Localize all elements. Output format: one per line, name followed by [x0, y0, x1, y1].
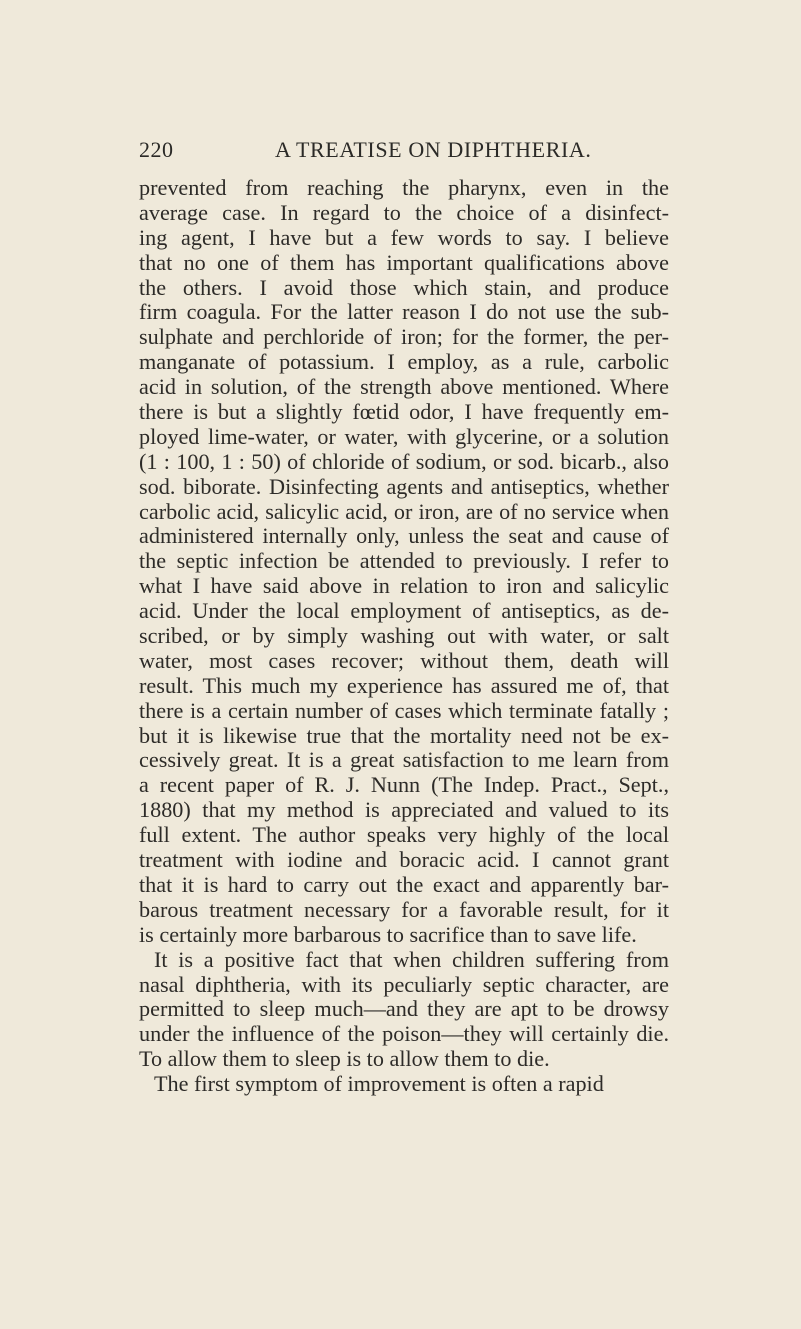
text-line: nasal diphtheria, with its peculiarly septic character, are — [139, 971, 669, 997]
text-line: but it is likewise true that the mortality need not be ex- — [139, 722, 669, 748]
text-line: the others. I avoid those which stain, and produce — [139, 274, 669, 300]
text-line: result. This much my experience has assured me of, that — [139, 672, 669, 698]
text-line: scribed, or by simply washing out with water, or salt — [139, 623, 669, 649]
text-line: ing agent, I have but a few words to say. I believe — [139, 224, 669, 250]
text-line: manganate of potassium. I employ, as a rule, carbolic — [139, 349, 669, 375]
text-line: barous treatment necessary for a favorable result, for it — [139, 896, 669, 922]
text-line: a recent paper of R. J. Nunn (The Indep. Pract., Sept., — [139, 772, 669, 798]
text-line: prevented from reaching the pharynx, even in the — [139, 175, 669, 200]
text-line: what I have said above in relation to iron and salicylic — [139, 573, 669, 599]
text-line: firm coagula. For the latter reason I do not use the sub- — [139, 299, 669, 325]
text-line: cessively great. It is a great satisfaction to me learn from — [139, 747, 669, 773]
text-line: full extent. The author speaks very highly of the local — [139, 822, 669, 848]
text-line: there is but a slightly fœtid odor, I have frequently em- — [139, 399, 669, 425]
text-line: water, most cases recover; without them, death will — [139, 647, 669, 673]
text-line: To allow them to sleep is to allow them to die. — [139, 1046, 550, 1072]
page-number: 220 — [139, 137, 174, 162]
text-line: acid in solution, of the strength above mentioned. Where — [139, 374, 669, 400]
text-line: sulphate and perchloride of iron; for the former, the per- — [139, 324, 669, 350]
text-line: (1 : 100, 1 : 50) of chloride of sodium, or sod. bicarb., also — [139, 448, 669, 474]
text-line: sod. biborate. Disinfecting agents and antiseptics, whether — [139, 473, 669, 499]
text-line: that it is hard to carry out the exact and apparently bar- — [139, 871, 669, 897]
text-line: administered internally only, unless the seat and cause of — [139, 523, 669, 549]
text-line: average case. In regard to the choice of a disinfect- — [139, 199, 669, 225]
text-line: The first symptom of improvement is often a rapid — [154, 1071, 604, 1097]
text-line: carbolic acid, salicylic acid, or iron, are of no service when — [139, 498, 669, 524]
text-line: treatment with iodine and boracic acid. I cannot grant — [139, 847, 669, 873]
text-line: acid. Under the local employment of antiseptics, as de- — [139, 598, 669, 624]
text-line: is certainly more barbarous to sacrifice than to save life. — [139, 921, 637, 947]
text-line: there is a certain number of cases which terminate fatally ; — [139, 697, 669, 723]
running-head-title: A TREATISE ON DIPHTHERIA. — [275, 137, 592, 162]
text-line: 1880) that my method is appreciated and valued to its — [139, 797, 669, 823]
text-line: ployed lime-water, or water, with glycerine, or a solution — [139, 423, 669, 449]
text-line: It is a positive fact that when children suffering from — [154, 946, 669, 972]
text-line: that no one of them has important qualifications above — [139, 249, 669, 275]
text-line: permitted to sleep much—and they are apt to be drowsy — [139, 996, 669, 1022]
paragraph-p3 — [139, 1072, 669, 1097]
paragraph-p2 — [139, 948, 669, 1072]
text-line: under the influence of the poison—they will certainly die. — [139, 1021, 669, 1047]
body-text — [139, 176, 669, 1097]
paragraph-p1 — [139, 176, 669, 948]
running-head — [139, 137, 659, 165]
text-line: the septic infection be attended to previously. I refer to — [139, 548, 669, 574]
